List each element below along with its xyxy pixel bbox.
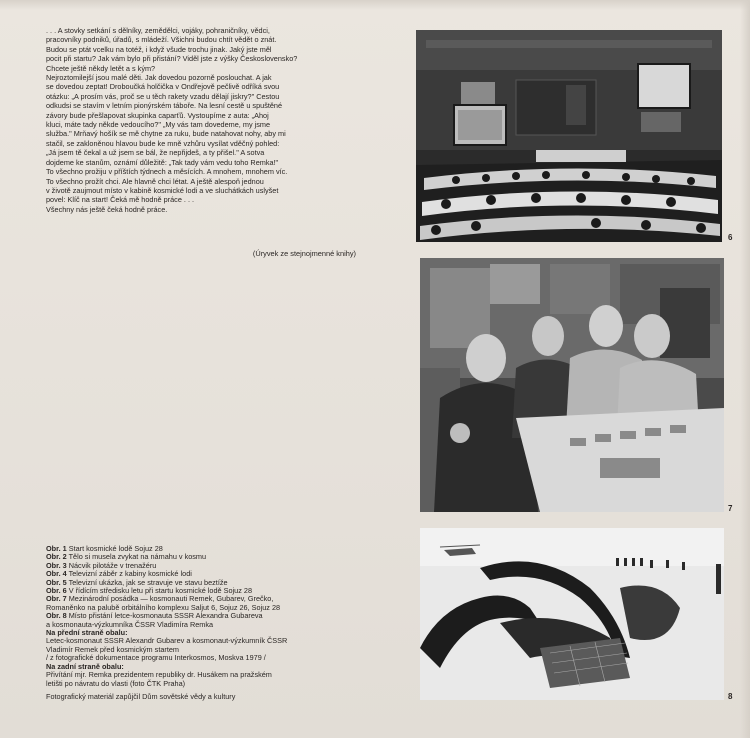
- excerpt-line: dojdeme ke stanům, oznámí důležitě: „Tak tady vám vedu toho Remka!": [46, 157, 279, 167]
- caption-row: Vladimír Remek před kosmickým startem: [46, 644, 179, 654]
- excerpt-line: Nejroztomilejší jsou malé děti. Jak dovedou pozorně poslouchat. A jak: [46, 73, 272, 83]
- excerpt-line: To všechno prožiju v příštích týdnech a měsících. A mnohem, mnohem víc.: [46, 167, 288, 177]
- photo-mission-control: [416, 30, 722, 242]
- excerpt-line: pocit při startu? Jak vám bylo při přistání? Viděl jste z výšky Československo?: [46, 54, 298, 64]
- excerpt-line: odkudsi se stavím v letním pionýrském táboře. Na lesní cestě u spuštěné: [46, 101, 283, 111]
- photo-number: 8: [728, 692, 733, 701]
- excerpt-line: otázku: „A prosím vás, proč se u těch rakety vzadu dělají jiskry?" Cestou: [46, 91, 280, 101]
- excerpt-line: pracovníky podniků, úřadů, s mládeží. Všichni budou chtít vědět o znát.: [46, 35, 277, 45]
- caption-row: Obr. 6 V řídícím středisku letu při startu kosmické lodě Sojuz 28: [46, 586, 253, 596]
- caption-row: letišti po návratu do vlasti (foto ČTK Praha): [46, 678, 186, 688]
- excerpt-line: To všechno prožít chci. Ale hlavně chci létat. A ještě alespoň jednou: [46, 176, 264, 186]
- photo-number: 6: [728, 233, 733, 242]
- excerpt-line: v životě zaujmout místo v kabině kosmické lodi a ve sluchátkách uslyšet: [46, 185, 279, 195]
- caption-row: Obr. 4 Televizní záběr z kabiny kosmické lodi: [46, 569, 192, 579]
- excerpt-line: se dovedou zeptat! Droboučká holčička v Ondřejově pečlivě odříká svou: [46, 82, 280, 92]
- excerpt-text: [46, 26, 358, 214]
- sheet-right-edge: [740, 0, 750, 738]
- caption-row: Obr. 5 Televizní ukázka, jak se stravuje ve stavu beztíže: [46, 577, 228, 587]
- caption-row: Fotografický materiál zapůjčil Dům sovětské vědy a kultury: [46, 691, 236, 701]
- excerpt-source: (Úryvek ze stejnojmenné knihy): [252, 249, 356, 258]
- excerpt-line: závory bude přešlapovat skupinka caparťů. Vystoupíme z auta: „Ahoj: [46, 110, 269, 120]
- sheet-top-edge: [0, 0, 750, 10]
- excerpt-line: „Já jsem tě čekal a už jsem se bál, že nepřijdeš, a ty přišel." A sotva: [46, 148, 265, 158]
- photo-number: 7: [728, 504, 733, 513]
- excerpt-line: kluci, máte tady někde vedoucího?" „My vás tam dovedeme, my jsme: [46, 120, 271, 130]
- excerpt-line: stačil, se zakloněnou hlavou bude ke mně vzhůru vysílat vděčný pohled:: [46, 138, 280, 148]
- photo-captions: [46, 545, 366, 701]
- caption-row: Obr. 7 Mezinárodní posádka — kosmonauti Remek, Gubarev, Grečko,: [46, 594, 274, 604]
- excerpt-line: služba." Mrňavý hošík se mě chytne za ruku, bude natahovat nohy, aby mi: [46, 129, 286, 139]
- caption-row: Na přední straně obalu:: [46, 628, 128, 638]
- caption-row: Na zadní straně obalu:: [46, 661, 124, 671]
- caption-row: Obr. 2 Tělo si musela zvykat na námahu v kosmu: [46, 552, 207, 562]
- caption-row: Obr. 1 Start kosmické lodě Sojuz 28: [46, 544, 163, 553]
- photo-landing-site: [420, 528, 724, 700]
- excerpt-line: . . . A stovky setkání s dělníky, zemědělci, vojáky, pohraničníky, vědci,: [46, 26, 270, 35]
- caption-row: Romaněnko na palubě orbitálního komplexu Saljut 6, Sojuz 26, Sojuz 28: [46, 602, 281, 612]
- excerpt-line: Všechny nás ještě čeká hodně práce.: [46, 204, 168, 214]
- excerpt-line: Budou se ptát vcelku na totéž, i když všude trochu jinak. Jaký jste měl: [46, 44, 272, 54]
- caption-row: Obr. 3 Nácvik pilotáže v trenažéru: [46, 560, 157, 570]
- caption-row: Letec-kosmonaut SSSR Alexandr Gubarev a kosmonaut-výzkumník ČSSR: [46, 636, 288, 646]
- caption-row: a kosmonauta-výzkumníka ČSSR Vladimíra Remka: [46, 619, 214, 629]
- caption-row: Obr. 8 Místo přistání letce-kosmonauta SSSR Alexandra Gubareva: [46, 611, 263, 621]
- excerpt-line: Chcete ještě někdy letět a s kým?: [46, 63, 156, 73]
- caption-row: Přivítání mjr. Remka prezidentem republiky dr. Husákem na pražském: [46, 670, 272, 680]
- caption-row: / z fotografické dokumentace programu Interkosmos, Moskva 1979 /: [46, 653, 266, 663]
- photo-crew-onboard: [420, 258, 724, 512]
- excerpt-line: povel: Klíč na start! Čeká mě hodně práce . . .: [46, 195, 195, 205]
